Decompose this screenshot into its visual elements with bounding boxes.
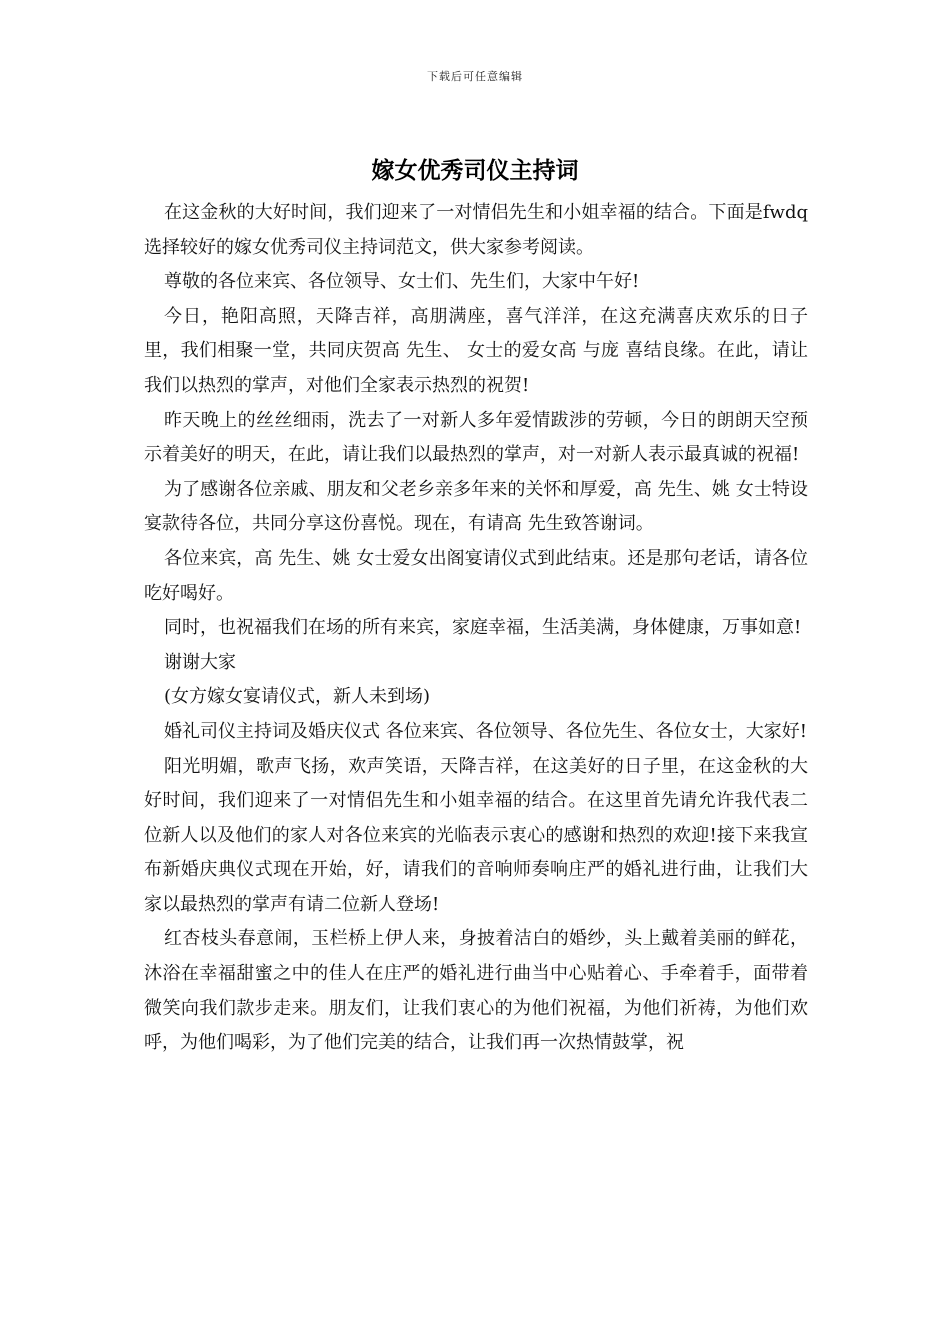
paragraph-thank-you: 谢谢大家 bbox=[164, 651, 236, 673]
paragraph-rain: 昨天晚上的丝丝细雨，洗去了一对新人多年爱情跋涉的劳顿，今日的朗朗天空预示着美好的明天，在此，请让我们以最热烈的掌声，对一对新人表示最真诚的祝福! bbox=[144, 409, 808, 466]
paragraph-blessing: 同时，也祝福我们在场的所有来宾，家庭幸福，生活美满，身体健康，万事如意! bbox=[164, 617, 802, 639]
header-note: 下载后可任意编辑 bbox=[427, 70, 523, 83]
paragraph-thanks: 为了感谢各位亲戚、朋友和父老乡亲多年来的关怀和厚爱，高 先生、姚 女士特设宴款待各位，共同分享这份喜悦。现在，有请高 先生致答谢词。 bbox=[144, 478, 808, 535]
paragraph-ceremony-start: 阳光明媚，歌声飞扬，欢声笑语，天降吉祥，在这美好的日子里，在这金秋的大好时间，我们迎来了一对情侣先生和小姐幸福的结合。在这里首先请允许我代表二位新人以及他们的家人对各位来宾的光临表示衷心的感谢和热烈的欢迎!接下来我宣布新婚庆典仪式现在开始，好，请我们的音响师奏响庄严的婚礼进行曲，让我们大家以最热烈的掌声有请二位新人登场! bbox=[144, 755, 808, 915]
paragraph-bride-entrance: 红杏枝头春意闹，玉栏桥上伊人来，身披着洁白的婚纱，头上戴着美丽的鲜花，沐浴在幸福甜蜜之中的佳人在庄严的婚礼进行曲当中心贴着心、手牵着手，面带着微笑向我们款步走来。朋友们，让我们衷心的为他们祝福，为他们祈祷，为他们欢呼，为他们喝彩，为了他们完美的结合，让我们再一次热情鼓掌，祝 bbox=[144, 928, 808, 1054]
paragraph-opening: 今日，艳阳高照，天降吉祥，高朋满座，喜气洋洋，在这充满喜庆欢乐的日子里，我们相聚一堂，共同庆贺高 先生、 女士的爱女高 与庞 喜结良缘。在此，请让我们以热烈的掌声，对他们全家表示热烈的祝贺! bbox=[144, 305, 808, 396]
paragraph-intro: 在这金秋的大好时间，我们迎来了一对情侣先生和小姐幸福的结合。下面是fwdq选择较好的嫁女优秀司仪主持词范文，供大家参考阅读。 bbox=[144, 202, 808, 258]
document-body bbox=[144, 196, 808, 1061]
paragraph-closing: 各位来宾，高 先生、姚 女士爱女出阁宴请仪式到此结束。还是那句老话，请各位吃好喝好。 bbox=[144, 547, 808, 604]
paragraph-ceremony-greeting: 婚礼司仪主持词及婚庆仪式 各位来宾、各位领导、各位先生、各位女士，大家好! bbox=[164, 720, 807, 742]
paragraph-greeting: 尊敬的各位来宾、各位领导、女士们、先生们，大家中午好! bbox=[164, 271, 640, 293]
paragraph-note: (女方嫁女宴请仪式，新人未到场) bbox=[164, 686, 431, 708]
document-title: 嫁女优秀司仪主持词 bbox=[371, 157, 579, 184]
